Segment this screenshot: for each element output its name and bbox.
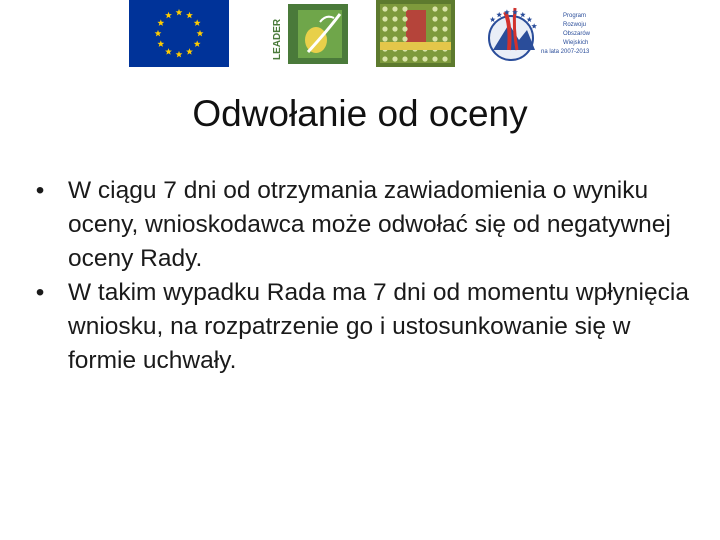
lgd-logo-icon: [376, 0, 455, 67]
bullet-text: W ciągu 7 dni od otrzymania zawiadomienia o wyniku oceny, wnioskodawca może odwołać się od negatywnej oceny Rady.: [68, 177, 671, 272]
prow-logo-text: na lata 2007-2013: [541, 49, 590, 55]
prow-logo-text: Obszarów: [563, 31, 591, 37]
bullet-list: [30, 174, 690, 378]
logo-bar: [0, 0, 720, 70]
bullet-dot-icon: •: [35, 279, 45, 306]
slide-title: Odwołanie od oceny: [192, 93, 528, 134]
bullet-item: [30, 174, 690, 276]
bullet-dot-icon: •: [35, 177, 45, 204]
prow-logo-text: Program: [563, 13, 587, 19]
bullet-text: W takim wypadku Rada ma 7 dni od momentu wpłynięcia wniosku, na rozpatrzenie go i ustosunkowanie się w formie uchwały.: [68, 279, 689, 374]
bullet-item: [30, 276, 690, 378]
leader-logo-icon: [268, 0, 352, 67]
eu-flag-icon: [129, 0, 229, 67]
prow-logo-text: Wiejskich: [563, 40, 589, 46]
leader-logo-text: LEADER: [272, 18, 283, 60]
prow-logo-text: Rozwoju: [563, 22, 587, 28]
prow-logo-icon: [479, 0, 602, 67]
